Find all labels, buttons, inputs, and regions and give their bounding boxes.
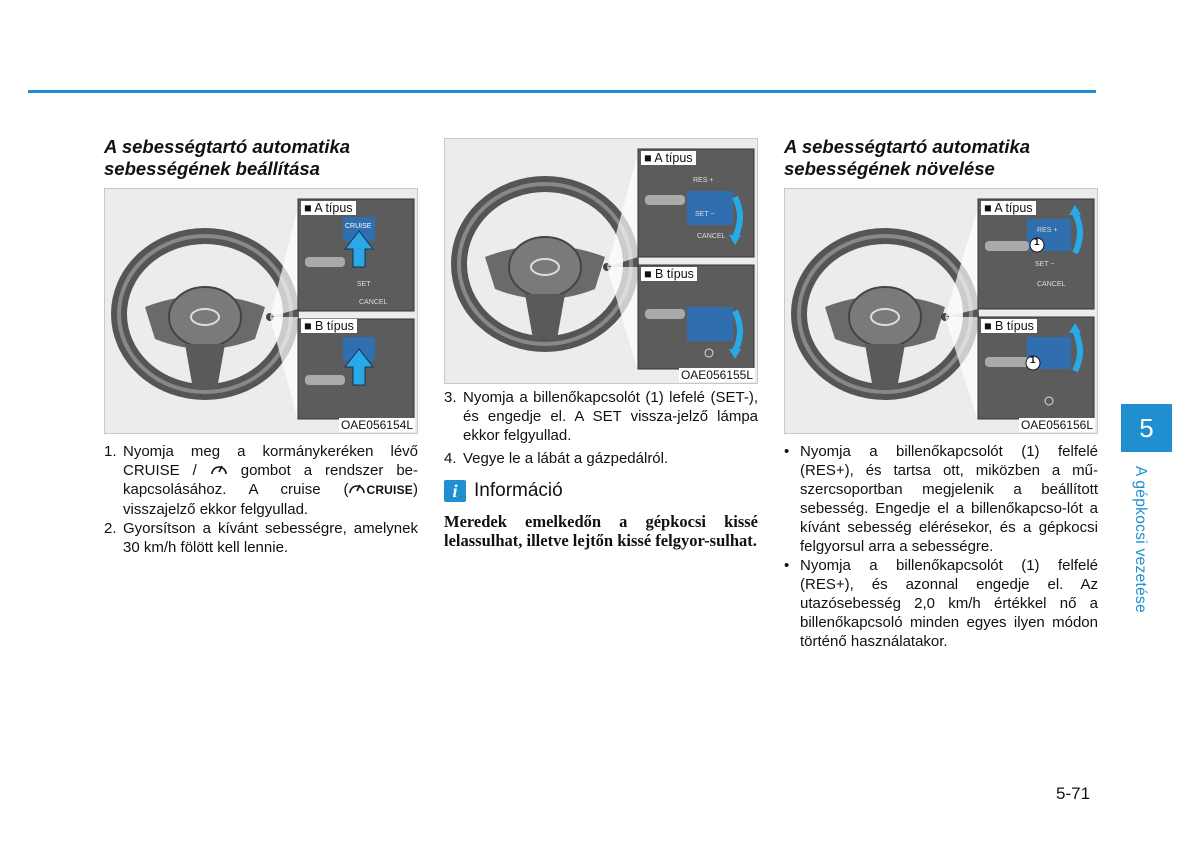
steps-list bbox=[444, 388, 758, 468]
info-header bbox=[444, 480, 758, 502]
cancel-button-label: CANCEL bbox=[697, 233, 726, 240]
item-number: 2. bbox=[104, 520, 117, 537]
heading-line: sebességének beállítása bbox=[104, 158, 320, 179]
steering-wheel-illustration bbox=[785, 189, 1097, 433]
info-body: Meredek emelkedőn a gépkocsi kissé lelassulhat, illetve lejtőn kissé felgyor-sulhat. bbox=[444, 512, 758, 550]
list-item bbox=[104, 442, 418, 519]
heading-line: sebességének növelése bbox=[784, 158, 995, 179]
figure-code: OAE056154L bbox=[340, 418, 413, 432]
header-rule bbox=[28, 90, 1096, 93]
bullet-mark: • bbox=[784, 443, 790, 460]
figure-code: OAE056155L bbox=[680, 368, 753, 382]
column-left bbox=[104, 136, 418, 557]
heading-line: A sebességtartó automatika bbox=[784, 136, 1031, 157]
info-icon: i bbox=[444, 480, 466, 502]
item-text: Nyomja a billenőkapcsolót (1) lefelé (SET-), és engedje el. A SET vissza-jelző lámpa ekkor felgyullad. bbox=[463, 389, 758, 444]
figure-set-speed bbox=[444, 138, 758, 384]
list-item bbox=[784, 556, 1098, 651]
cruise-indicator-icon bbox=[348, 480, 366, 496]
chapter-tab: 5 bbox=[1121, 404, 1172, 452]
item-number: 3. bbox=[444, 389, 457, 406]
item-text: Nyomja a billenőkapcsolót (1) felfelé (RES+), és azonnal engedje el. Az utazósebesség 2,0 km/h értékkel nő a billenőkapcsoló minden egyes ilyen módon történő használatakor. bbox=[800, 557, 1098, 650]
type-a-label: ■ A típus bbox=[301, 201, 356, 215]
set-button-label: SET − bbox=[695, 211, 715, 218]
list-item bbox=[444, 449, 758, 468]
res-button-label: RES + bbox=[693, 177, 714, 184]
item-text-part: gombot a rendszer be-kapcsolásához. A cruise ( bbox=[123, 462, 419, 498]
item-text-part: Nyomja meg a kormánykeréken lévő CRUISE / bbox=[123, 443, 418, 479]
cruise-indicator-label: CRUISE bbox=[366, 483, 413, 497]
section-heading-set-speed bbox=[104, 136, 418, 180]
item-text bbox=[123, 442, 418, 519]
info-title: Információ bbox=[474, 480, 563, 501]
type-a-label: ■ A típus bbox=[641, 151, 696, 165]
set-button-label: SET bbox=[357, 281, 371, 288]
item-number: 4. bbox=[444, 450, 457, 467]
type-a-label: ■ A típus bbox=[981, 201, 1036, 215]
item-text: Gyorsítson a kívánt sebességre, amelynek 30 km/h fölött kell lennie. bbox=[123, 520, 418, 556]
list-item bbox=[444, 388, 758, 445]
list-item bbox=[104, 519, 418, 557]
chapter-title: A gépkocsi vezetése bbox=[1132, 466, 1149, 614]
set-button-label: SET − bbox=[1035, 261, 1055, 268]
page-number: 5-71 bbox=[1056, 784, 1091, 803]
steps-list bbox=[104, 442, 418, 557]
figure-code: OAE056156L bbox=[1020, 418, 1093, 432]
callout-number: 1 bbox=[1034, 237, 1040, 248]
cancel-button-label: CANCEL bbox=[359, 299, 388, 306]
column-right bbox=[784, 136, 1098, 651]
bullet-list bbox=[784, 442, 1098, 651]
item-text-part: ) visszajelző ekkor felgyullad. bbox=[123, 481, 418, 518]
cruise-button-label: CRUISE bbox=[345, 223, 372, 230]
steering-wheel-illustration bbox=[445, 139, 757, 383]
section-heading-increase-speed bbox=[784, 136, 1098, 180]
cruise-icon bbox=[210, 461, 228, 477]
item-text: Vegye le a lábát a gázpedálról. bbox=[463, 450, 669, 467]
figure-cruise-on bbox=[104, 188, 418, 434]
list-item bbox=[784, 442, 1098, 556]
heading-line: A sebességtartó automatika bbox=[104, 136, 351, 157]
cancel-button-label: CANCEL bbox=[1037, 281, 1066, 288]
bullet-mark: • bbox=[784, 557, 790, 574]
item-text: Nyomja a billenőkapcsolót (1) felfelé (RES+), és tartsa ott, miközben a mű-szercsoportban megjelenik a beállított sebesség. Engedje el a billenőkapcso-lót a kívánt sebesség elérésekor, és a gépkocsi felgyorsul arra a sebességre. bbox=[800, 443, 1098, 555]
item-number: 1. bbox=[104, 443, 117, 460]
type-b-label: ■ B típus bbox=[981, 319, 1037, 333]
res-button-label: RES + bbox=[1037, 227, 1058, 234]
type-b-label: ■ B típus bbox=[641, 267, 697, 281]
callout-number: 1 bbox=[1030, 355, 1036, 366]
type-b-label: ■ B típus bbox=[301, 319, 357, 333]
figure-increase-speed bbox=[784, 188, 1098, 434]
column-middle bbox=[444, 138, 758, 550]
